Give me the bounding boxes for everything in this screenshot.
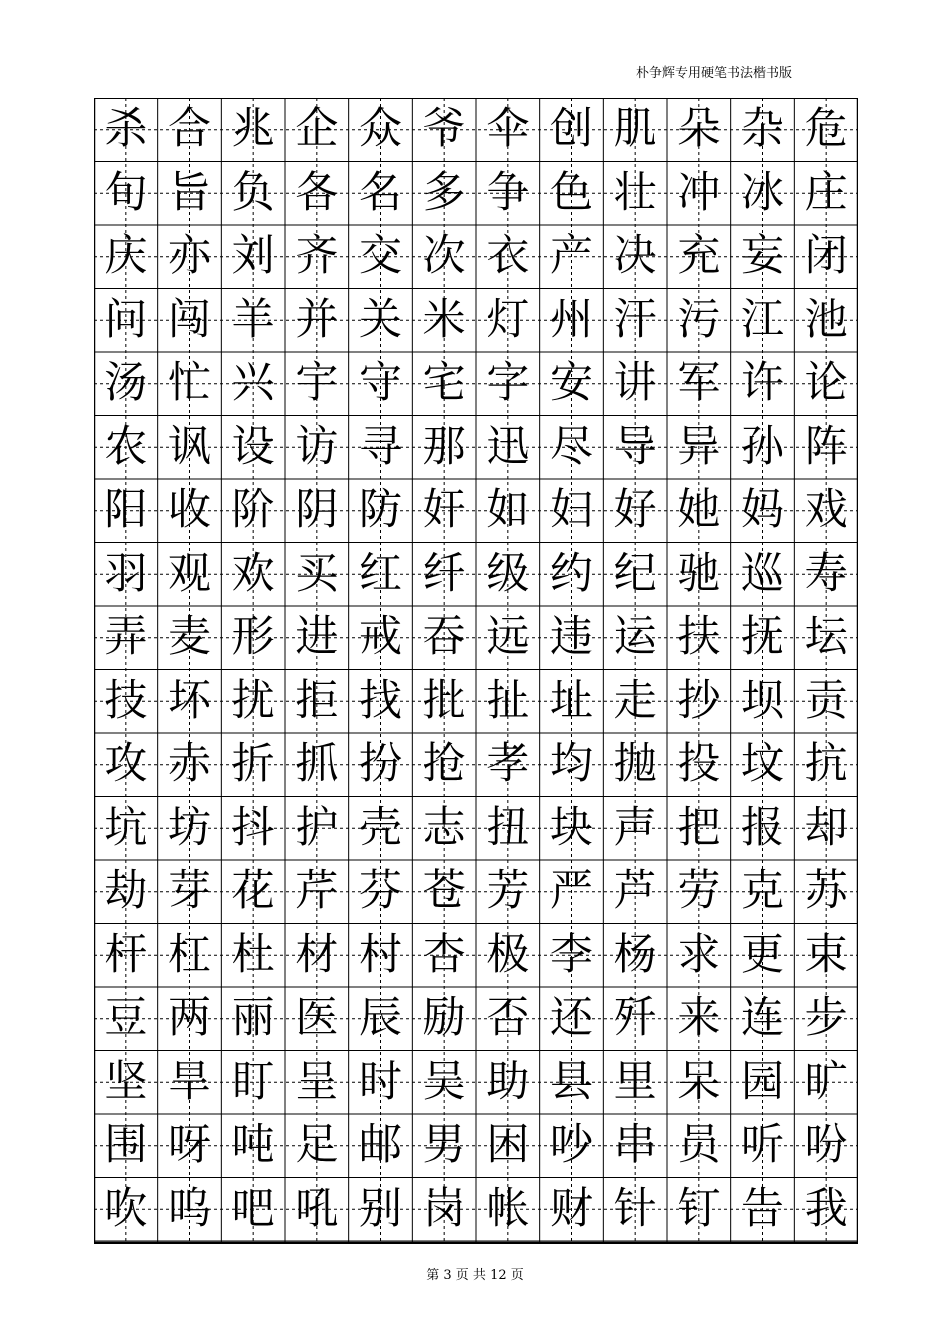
grid-cell: 杠: [167, 929, 211, 980]
grid-cell: 步: [804, 993, 848, 1044]
grid-cell: 杂: [740, 104, 784, 155]
grid-cell: 吞: [422, 612, 466, 663]
grid-cell: 字: [486, 358, 530, 409]
grid-cell: 抚: [740, 612, 784, 663]
grid-cell: 折: [231, 739, 275, 790]
grid-cell: 那: [422, 421, 466, 472]
grid-cell: 孝: [486, 739, 530, 790]
grid-cell: 址: [549, 675, 593, 726]
grid-cell: 访: [295, 421, 339, 472]
grid-cell: 并: [295, 294, 339, 345]
grid-cell: 收: [167, 485, 211, 536]
grid-cell: 产: [549, 231, 593, 282]
grid-cell: 声: [613, 802, 657, 853]
grid-cell: 呆: [677, 1056, 721, 1107]
grid-cell: 约: [549, 548, 593, 599]
grid-cell: 孙: [740, 421, 784, 472]
grid-cell: 许: [740, 358, 784, 409]
grid-cell: 齐: [295, 231, 339, 282]
grid-cell: 庄: [804, 167, 848, 218]
grid-cell: 伞: [486, 104, 530, 155]
grid-cell: 呀: [167, 1120, 211, 1171]
grid-cell: 围: [104, 1120, 148, 1171]
grid-cell: 壳: [358, 802, 402, 853]
grid-cell: 庆: [104, 231, 148, 282]
grid-cell: 抗: [804, 739, 848, 790]
grid-cell: 讲: [613, 358, 657, 409]
grid-cell: 杨: [613, 929, 657, 980]
grid-cell: 坊: [167, 802, 211, 853]
grid-cell: 时: [358, 1056, 402, 1107]
grid-cell: 抓: [295, 739, 339, 790]
footer-current-page: 3: [443, 1268, 452, 1283]
grid-cell: 危: [804, 104, 848, 155]
grid-cell: 奸: [422, 485, 466, 536]
grid-cell: 坚: [104, 1056, 148, 1107]
grid-cell: 级: [486, 548, 530, 599]
grid-cell: 众: [358, 104, 402, 155]
grid-cell: 忙: [167, 358, 211, 409]
grid-cell: 刘: [231, 231, 275, 282]
grid-cell: 告: [740, 1183, 784, 1234]
grid-cell: 拒: [295, 675, 339, 726]
grid-cell: 多: [422, 167, 466, 218]
grid-cell: 呜: [167, 1183, 211, 1234]
grid-cell: [667, 1241, 731, 1244]
grid-cells: [94, 98, 858, 1244]
grid-cell: 均: [549, 739, 593, 790]
grid-cell: 次: [422, 231, 466, 282]
grid-cell: 连: [740, 993, 784, 1044]
grid-cell: 把: [677, 802, 721, 853]
grid-cell: 员: [677, 1120, 721, 1171]
grid-cell: 军: [677, 358, 721, 409]
grid-cell: [476, 1241, 540, 1244]
grid-cell: 贡: [804, 675, 848, 726]
grid-cell: 吹: [104, 1183, 148, 1234]
grid-cell: 灯: [486, 294, 530, 345]
grid-cell: 闯: [167, 294, 211, 345]
grid-cell: 米: [422, 294, 466, 345]
grid-cell: [794, 1241, 858, 1244]
grid-cell: 岗: [422, 1183, 466, 1234]
grid-cell: 防: [358, 485, 402, 536]
grid-cell: 杆: [104, 929, 148, 980]
grid-cell: 男: [422, 1120, 466, 1171]
grid-cell: 听: [740, 1120, 784, 1171]
grid-cell: 严: [549, 866, 593, 917]
grid-cell: 来: [677, 993, 721, 1044]
grid-cell: 羽: [104, 548, 148, 599]
grid-cell: 辰: [358, 993, 402, 1044]
grid-cell: 兴: [231, 358, 275, 409]
grid-cell: 衣: [486, 231, 530, 282]
grid-cell: 杜: [231, 929, 275, 980]
grid-cell: 芦: [613, 866, 657, 917]
grid-cell: 妈: [740, 485, 784, 536]
grid-cell: 州: [549, 294, 593, 345]
grid-cell: 妄: [740, 231, 784, 282]
grid-cell: 朵: [677, 104, 721, 155]
grid-cell: 扶: [677, 612, 721, 663]
grid-cell: 麦: [167, 612, 211, 663]
grid-cell: 两: [167, 993, 211, 1044]
grid-cell: 更: [740, 929, 784, 980]
grid-cell: 财: [549, 1183, 593, 1234]
grid-cell: 纤: [422, 548, 466, 599]
grid-cell: 求: [677, 929, 721, 980]
grid-cell: 束: [804, 929, 848, 980]
grid-cell: 针: [613, 1183, 657, 1234]
grid-cell: 志: [422, 802, 466, 853]
grid-cell: 旷: [804, 1056, 848, 1107]
grid-cell: 污: [677, 294, 721, 345]
grid-cell: 块: [549, 802, 593, 853]
grid-cell: [94, 1241, 158, 1244]
grid-cell: 丽: [231, 993, 275, 1044]
grid-cell: 坏: [167, 675, 211, 726]
grid-cell: 爷: [422, 104, 466, 155]
grid-cell: 李: [549, 929, 593, 980]
grid-cell: 负: [231, 167, 275, 218]
grid-cell: 赤: [167, 739, 211, 790]
grid-cell: 农: [104, 421, 148, 472]
grid-cell: 旨: [167, 167, 211, 218]
grid-cell: 巡: [740, 548, 784, 599]
grid-cell: 妇: [549, 485, 593, 536]
grid-cell: 壮: [613, 167, 657, 218]
grid-cell: 串: [613, 1120, 657, 1171]
grid-cell: 名: [358, 167, 402, 218]
grid-cell: 报: [740, 802, 784, 853]
grid-cell: 扭: [486, 802, 530, 853]
grid-cell: 芬: [358, 866, 402, 917]
grid-cell: 欢: [231, 548, 275, 599]
grid-cell: 坛: [804, 612, 848, 663]
grid-cell: 守: [358, 358, 402, 409]
grid-cell: 县: [549, 1056, 593, 1107]
footer-prefix: 第: [426, 1268, 440, 1283]
grid-cell: 羊: [231, 294, 275, 345]
grid-cell: 帐: [486, 1183, 530, 1234]
grid-cell: [540, 1241, 604, 1244]
grid-cell: 冲: [677, 167, 721, 218]
grid-cell: 技: [104, 675, 148, 726]
grid-cell: 别: [358, 1183, 402, 1234]
grid-cell: 远: [486, 612, 530, 663]
grid-cell: 企: [295, 104, 339, 155]
grid-cell: [603, 1241, 667, 1244]
grid-cell: 肌: [613, 104, 657, 155]
grid-cell: 色: [549, 167, 593, 218]
grid-cell: [158, 1241, 222, 1244]
grid-cell: 阳: [104, 485, 148, 536]
grid-cell: 形: [231, 612, 275, 663]
grid-cell: 抛: [613, 739, 657, 790]
grid-cell: 违: [549, 612, 593, 663]
grid-cell: 克: [740, 866, 784, 917]
grid-cell: 江: [740, 294, 784, 345]
grid-cell: 呈: [295, 1056, 339, 1107]
grid-cell: 医: [295, 993, 339, 1044]
grid-cell: 护: [295, 802, 339, 853]
grid-cell: 好: [613, 485, 657, 536]
grid-cell: 问: [104, 294, 148, 345]
grid-cell: 汗: [613, 294, 657, 345]
grid-cell: 助: [486, 1056, 530, 1107]
grid-cell: 讽: [167, 421, 211, 472]
grid-cell: 决: [613, 231, 657, 282]
grid-cell: 批: [422, 675, 466, 726]
grid-cell: 极: [486, 929, 530, 980]
grid-cell: 芹: [295, 866, 339, 917]
grid-cell: 村: [358, 929, 402, 980]
grid-cell: 关: [358, 294, 402, 345]
grid-cell: 花: [231, 866, 275, 917]
grid-cell: 芽: [167, 866, 211, 917]
grid-cell: 尽: [549, 421, 593, 472]
grid-cell: 吧: [231, 1183, 275, 1234]
grid-cell: 钉: [677, 1183, 721, 1234]
grid-cell: 劫: [104, 866, 148, 917]
grid-cell: 否: [486, 993, 530, 1044]
grid-cell: 杀: [104, 104, 148, 155]
page-footer: [0, 1268, 950, 1284]
grid-cell: 园: [740, 1056, 784, 1107]
grid-cell: 买: [295, 548, 339, 599]
grid-cell: 坝: [740, 675, 784, 726]
grid-cell: 宇: [295, 358, 339, 409]
grid-cell: 困: [486, 1120, 530, 1171]
grid-cell: [731, 1241, 795, 1244]
grid-cell: 材: [295, 929, 339, 980]
grid-cell: 邮: [358, 1120, 402, 1171]
grid-cell: 充: [677, 231, 721, 282]
grid-cell: 争: [486, 167, 530, 218]
grid-cell: 吨: [231, 1120, 275, 1171]
grid-cell: 走: [613, 675, 657, 726]
grid-cell: 她: [677, 485, 721, 536]
grid-cell: [349, 1241, 413, 1244]
grid-cell: 导: [613, 421, 657, 472]
grid-cell: 池: [804, 294, 848, 345]
grid-cell: 旱: [167, 1056, 211, 1107]
grid-cell: 盯: [231, 1056, 275, 1107]
grid-cell: 找: [358, 675, 402, 726]
grid-cell: 苍: [422, 866, 466, 917]
grid-cell: 扮: [358, 739, 402, 790]
grid-cell: 吵: [549, 1120, 593, 1171]
grid-cell: 戏: [804, 485, 848, 536]
grid-cell: 冰: [740, 167, 784, 218]
page-header-title: 朴争辉专用硬笔书法楷书版: [636, 66, 793, 81]
grid-cell: 劳: [677, 866, 721, 917]
grid-cell: 创: [549, 104, 593, 155]
grid-cell: 投: [677, 739, 721, 790]
footer-total-pages: 12: [490, 1268, 507, 1283]
grid-cell: 寻: [358, 421, 402, 472]
grid-cell: 吼: [295, 1183, 339, 1234]
grid-cell: 扰: [231, 675, 275, 726]
grid-cell: 阴: [295, 485, 339, 536]
grid-cell: 观: [167, 548, 211, 599]
grid-cell: 我: [804, 1183, 848, 1234]
grid-cell: 抄: [677, 675, 721, 726]
grid-cell: 弄: [104, 612, 148, 663]
grid-cell: 吴: [422, 1056, 466, 1107]
grid-cell: 阶: [231, 485, 275, 536]
grid-cell: 芳: [486, 866, 530, 917]
grid-cell: 纪: [613, 548, 657, 599]
practice-grid: [94, 98, 858, 1244]
grid-cell: 闭: [804, 231, 848, 282]
grid-cell: 如: [486, 485, 530, 536]
grid-cell: 旬: [104, 167, 148, 218]
grid-cell: 运: [613, 612, 657, 663]
footer-suffix: 页: [510, 1268, 524, 1283]
grid-cell: 苏: [804, 866, 848, 917]
grid-cell: 励: [422, 993, 466, 1044]
grid-cell: 坑: [104, 802, 148, 853]
grid-cell: 扯: [486, 675, 530, 726]
grid-cell: 宅: [422, 358, 466, 409]
grid-cell: 歼: [613, 993, 657, 1044]
grid-cell: 吩: [804, 1120, 848, 1171]
grid-cell: 抢: [422, 739, 466, 790]
grid-cell: 足: [295, 1120, 339, 1171]
grid-cell: 杏: [422, 929, 466, 980]
grid-cell: 迅: [486, 421, 530, 472]
grid-cell: [285, 1241, 349, 1244]
grid-cell: 红: [358, 548, 402, 599]
grid-cell: 坟: [740, 739, 784, 790]
grid-cell: 异: [677, 421, 721, 472]
grid-cell: 攻: [104, 739, 148, 790]
grid-cell: 进: [295, 612, 339, 663]
grid-cell: 交: [358, 231, 402, 282]
footer-mid: 页 共: [455, 1268, 486, 1283]
grid-cell: 里: [613, 1056, 657, 1107]
grid-cell: 豆: [104, 993, 148, 1044]
grid-cell: [221, 1241, 285, 1244]
grid-cell: [412, 1241, 476, 1244]
grid-cell: 亦: [167, 231, 211, 282]
grid-cell: 各: [295, 167, 339, 218]
grid-cell: 兆: [231, 104, 275, 155]
grid-cell: 抖: [231, 802, 275, 853]
grid-cell: 驰: [677, 548, 721, 599]
grid-cell: 论: [804, 358, 848, 409]
grid-cell: 安: [549, 358, 593, 409]
grid-cell: 戒: [358, 612, 402, 663]
grid-cell: 设: [231, 421, 275, 472]
grid-cell: 汤: [104, 358, 148, 409]
grid-cell: 阵: [804, 421, 848, 472]
grid-cell: 合: [167, 104, 211, 155]
grid-cell: 寿: [804, 548, 848, 599]
grid-cell: 还: [549, 993, 593, 1044]
grid-cell: 却: [804, 802, 848, 853]
